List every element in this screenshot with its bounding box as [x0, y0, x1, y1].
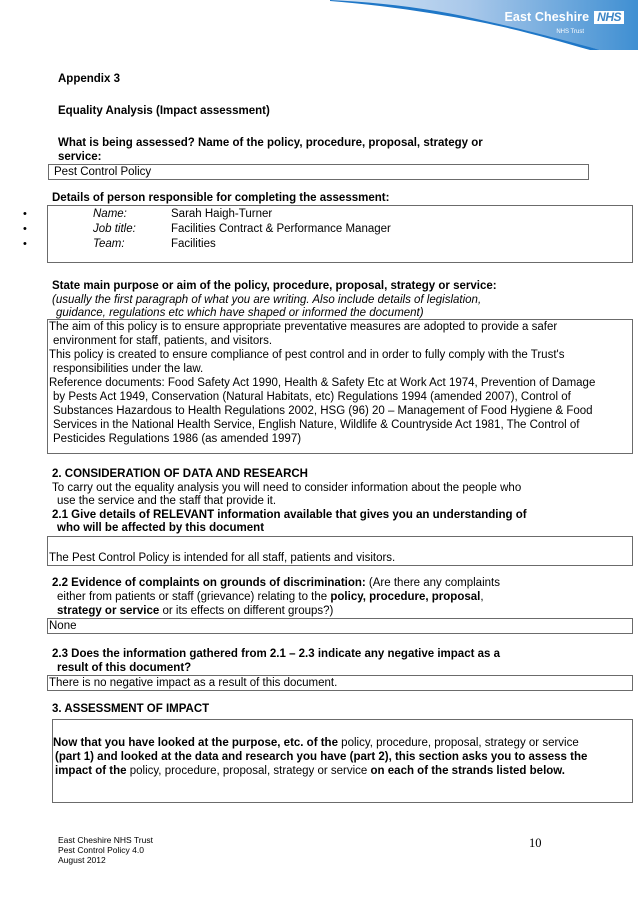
q23-line1: 2.3 Does the information gathered from 2.1 – 2.3 indicate any negative impact as a — [52, 648, 501, 660]
appendix-title: Appendix 3 — [58, 73, 120, 85]
document-title: Equality Analysis (Impact assessment) — [58, 105, 270, 117]
section3-bold-text: impact of the — [55, 765, 127, 777]
purpose-line: responsibilities under the law. — [53, 363, 204, 375]
person-heading: Details of person responsible for completing the assessment: — [52, 192, 390, 204]
section3-line3 — [55, 764, 565, 778]
q22-label: 2.2 Evidence of complaints on grounds of discrimination: — [52, 577, 366, 589]
purpose-hint-line2: guidance, regulations etc which have shaped or informed the document) — [56, 307, 424, 319]
q22-text: (Are there any complaints — [365, 577, 500, 589]
bullet-icon: • — [23, 223, 27, 235]
q22-text: either from patients or staff (grievance) relating to the — [57, 591, 331, 603]
purpose-line: environment for staff, patients, and visitors. — [53, 335, 273, 347]
footer-org: East Cheshire NHS Trust — [58, 835, 153, 845]
purpose-line: Reference documents: Food Safety Act 1990, Health & Safety Etc at Work Act 1974, Prevention of Damage — [49, 377, 596, 389]
q22-text: , — [480, 591, 484, 603]
purpose-line: by Pests Act 1949, Conservation (Natural Habitats, etc) Regulations 1994 (amended 2007), Control of — [53, 391, 571, 403]
org-name: East Cheshire — [504, 10, 590, 24]
q22-answer-box — [47, 618, 633, 634]
q22-emphasis: strategy or service — [57, 605, 160, 617]
page-number: 10 — [529, 836, 542, 850]
q21-line2: who will be affected by this document — [57, 522, 265, 534]
page-footer — [58, 835, 153, 865]
q21-answer-box — [47, 536, 633, 566]
section2-heading: 2. CONSIDERATION OF DATA AND RESEARCH — [52, 468, 308, 480]
assessed-question-line2: service: — [58, 151, 102, 163]
purpose-line: Substances Hazardous to Health Regulations 2002, HSG (96) 20 – Management of Food Hygiene & Food — [53, 405, 593, 417]
footer-date: August 2012 — [58, 855, 106, 865]
org-logo — [504, 10, 624, 39]
purpose-line: The aim of this policy is to ensure appropriate preventative measures are adopted to provide a safer — [49, 321, 558, 333]
person-label: Job title: — [93, 223, 136, 235]
q21-line1: 2.1 Give details of RELEVANT information available that gives you an understanding of — [52, 509, 527, 521]
section3-line2: (part 1) and looked at the data and research you have (part 2), this section asks you to assess the — [55, 751, 588, 763]
q22-emphasis: policy, procedure, proposal — [330, 591, 481, 603]
person-label: Team: — [93, 238, 125, 250]
purpose-line: Services in the National Health Service, English Nature, Wildlife & Countryside Act 1981, The Control of — [53, 419, 580, 431]
q22-line2 — [57, 590, 484, 604]
purpose-line: Pesticides Regulations 1986 (as amended 1997) — [53, 433, 302, 445]
purpose-heading: State main purpose or aim of the policy, procedure, proposal, strategy or service: — [52, 280, 497, 292]
q21-answer: The Pest Control Policy is intended for all staff, patients and visitors. — [49, 552, 396, 564]
section3-line1 — [53, 736, 579, 750]
person-value: Facilities Contract & Performance Manager — [171, 223, 391, 235]
section2-intro-line1: To carry out the equality analysis you will need to consider information about the people who — [52, 482, 522, 494]
q23-answer: There is no negative impact as a result of this document. — [49, 677, 338, 689]
q23-answer-box — [47, 675, 633, 691]
bullet-icon: • — [23, 238, 27, 250]
section3-text: policy, procedure, proposal, strategy or service — [337, 737, 579, 749]
assessed-answer: Pest Control Policy — [54, 166, 152, 178]
bullet-icon: • — [23, 208, 27, 220]
person-value: Sarah Haigh-Turner — [171, 208, 273, 220]
q23-line2: result of this document? — [57, 662, 192, 674]
section3-bold-text: Now that you have looked at the purpose, etc. of the — [53, 737, 338, 749]
q22-answer: None — [49, 620, 77, 632]
section3-bold-text: on each of the strands listed below. — [370, 765, 565, 777]
header-banner — [0, 0, 638, 50]
section3-text: policy, procedure, proposal, strategy or service — [126, 765, 371, 777]
section3-heading: 3. ASSESSMENT OF IMPACT — [52, 703, 210, 715]
nhs-badge: NHS — [594, 11, 624, 24]
q22-text: or its effects on different groups?) — [159, 605, 334, 617]
q22-line3 — [57, 604, 333, 618]
org-subtitle: NHS Trust — [556, 29, 584, 35]
person-label: Name: — [93, 208, 127, 220]
footer-document: Pest Control Policy 4.0 — [58, 845, 144, 855]
purpose-hint-line1: (usually the first paragraph of what you are writing. Also include details of legislation, — [52, 294, 482, 306]
person-value: Facilities — [171, 238, 216, 250]
section2-intro-line2: use the service and the staff that provide it. — [57, 495, 277, 507]
purpose-line: This policy is created to ensure compliance of pest control and in order to fully comply with the Trust's — [49, 349, 565, 361]
assessed-question-line1: What is being assessed? Name of the policy, procedure, proposal, strategy or — [58, 137, 483, 149]
assessed-answer-box — [48, 164, 589, 180]
q22-line1 — [52, 576, 500, 590]
